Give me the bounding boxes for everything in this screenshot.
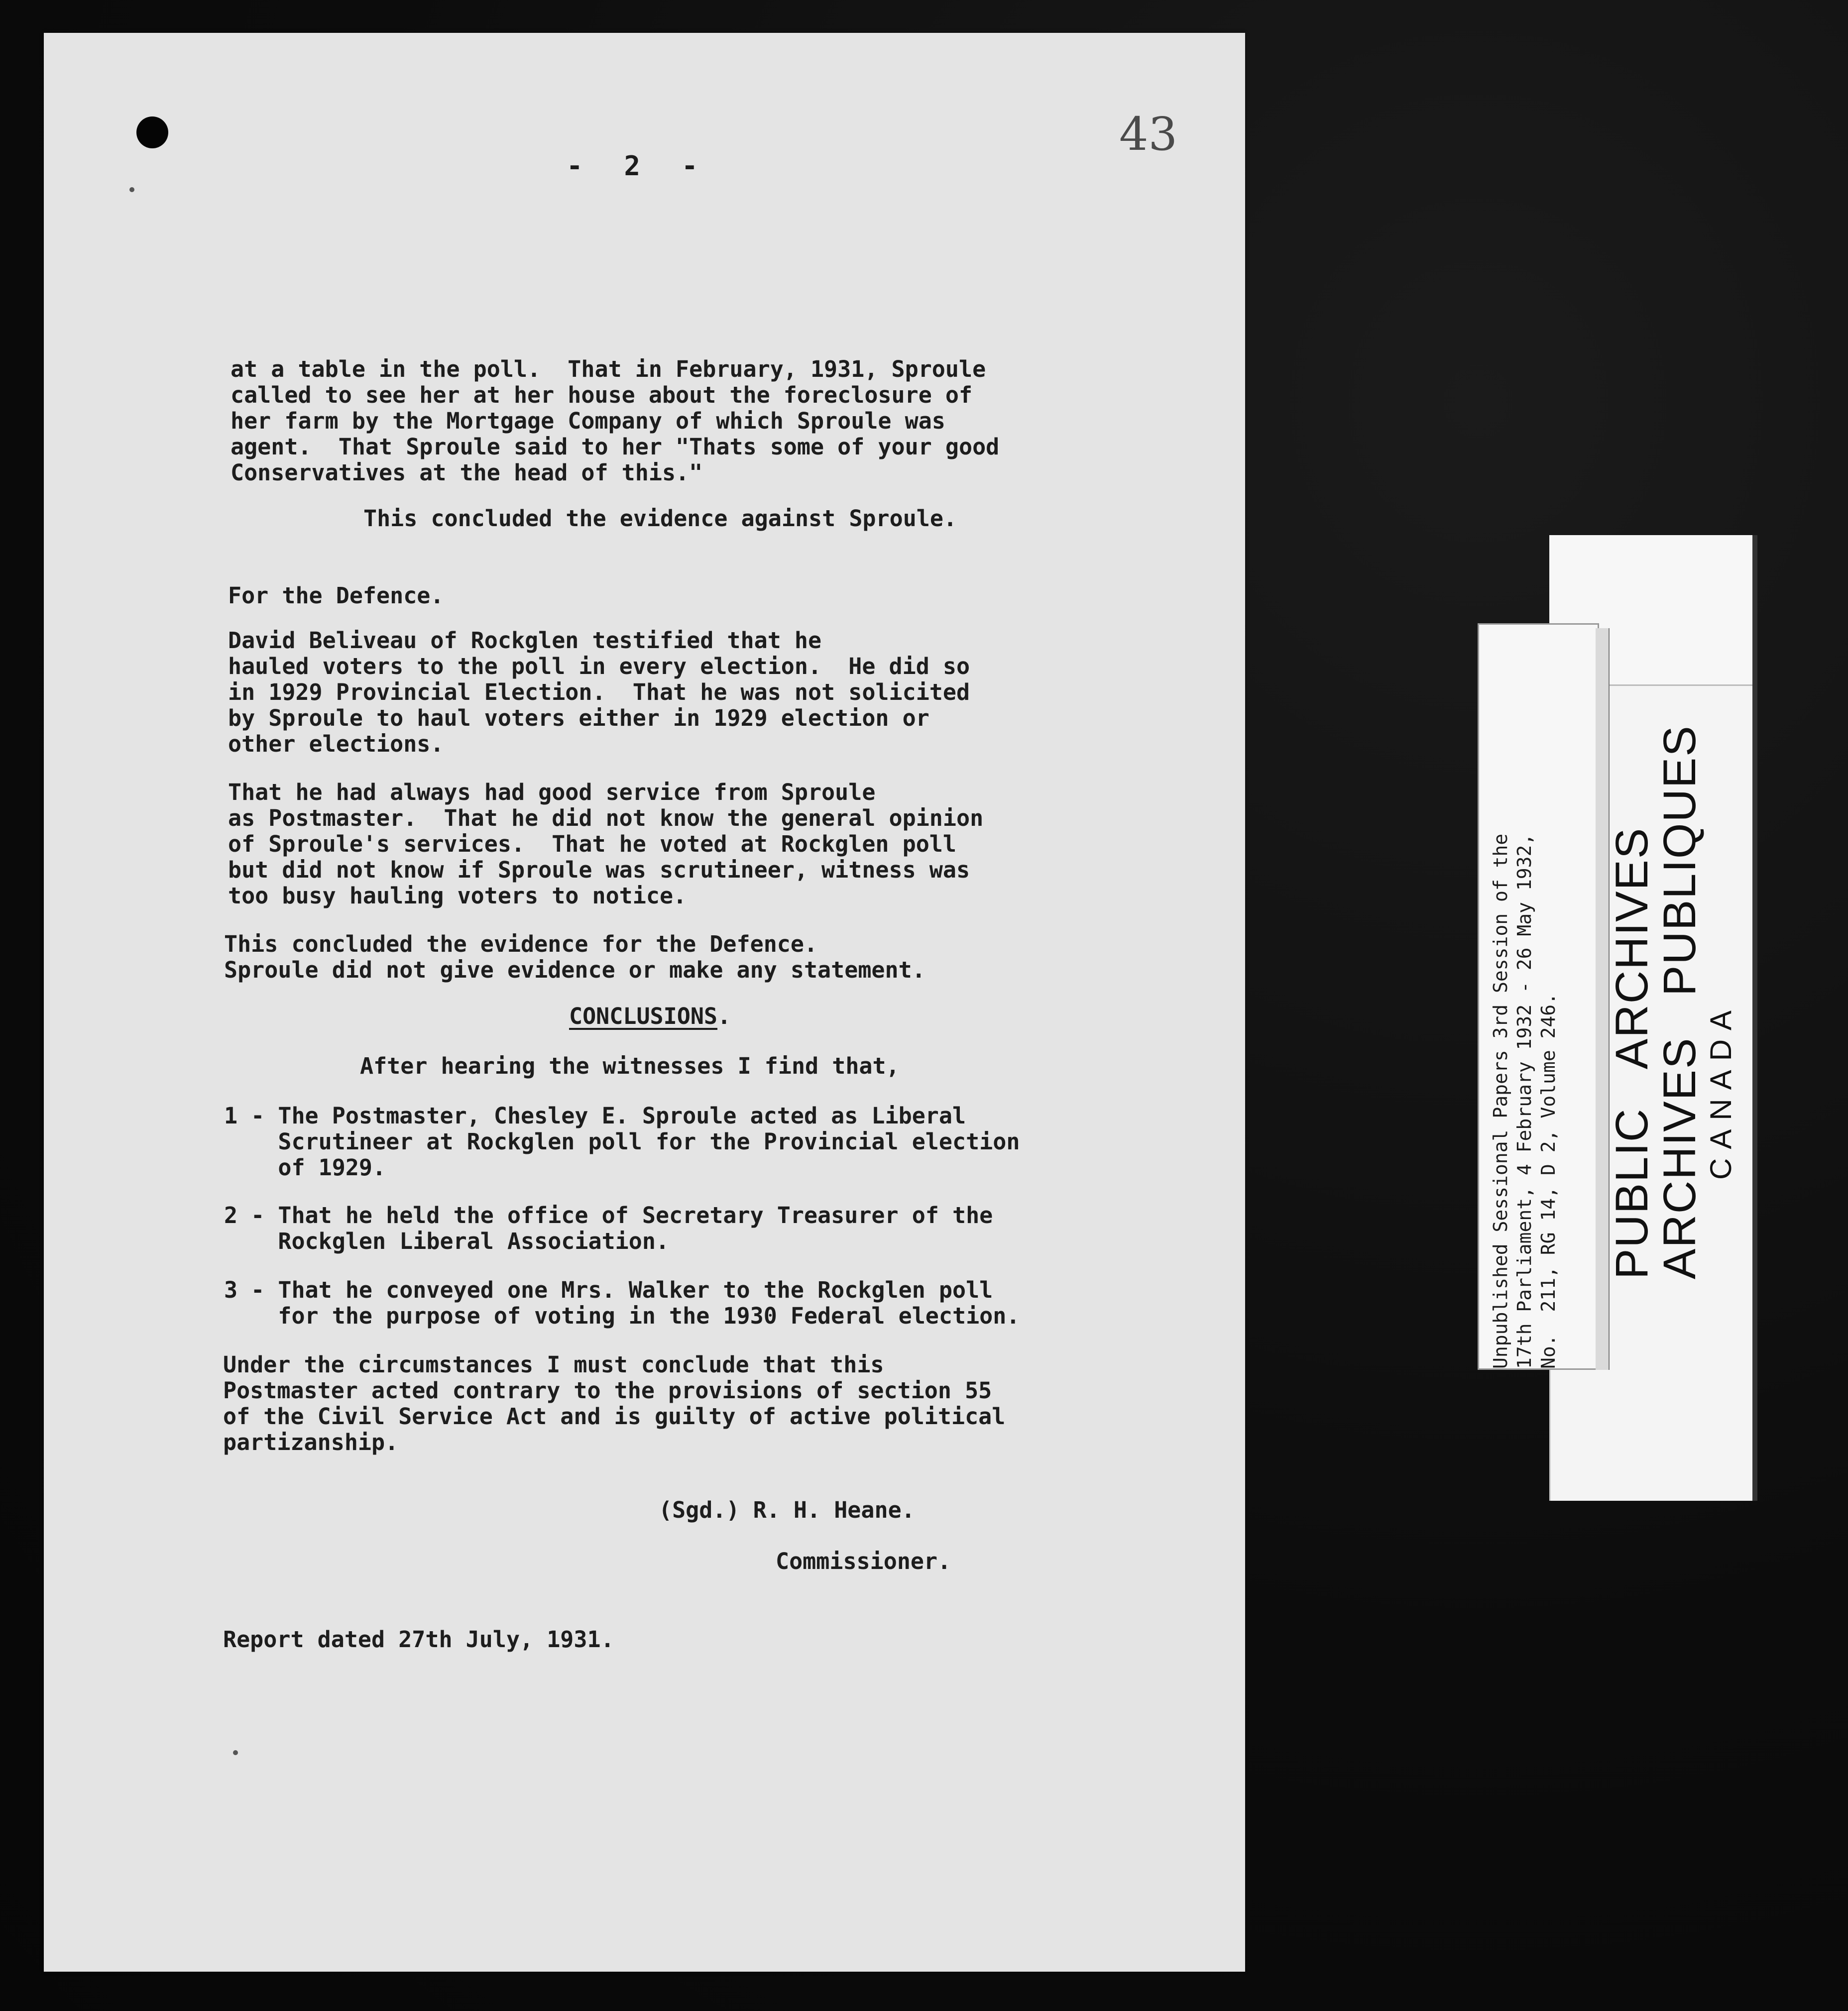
conclusions-heading-text: CONCLUSIONS [569,1003,718,1029]
paragraph-evidence-against-concluded: This concluded the evidence against Sproule. [363,505,957,532]
archive-label-card-edge [1752,535,1757,1501]
stamp-line-english: PUBLIC ARCHIVES [1607,827,1657,1279]
paragraph-defence-concluded: This concluded the evidence for the Defence. Sproule did not give evidence or make any statement. [224,931,925,983]
public-archives-stamp [1608,682,1738,1279]
conclusions-heading-period: . [717,1003,731,1029]
paragraph-findings-intro: After hearing the witnesses I find that, [360,1053,900,1079]
signature-title: Commissioner. [776,1548,951,1574]
signature-line: (Sgd.) R. H. Heane. [659,1497,915,1523]
section-heading-defence: For the Defence. [228,582,444,609]
page-number: - 2 - [567,150,701,182]
report-date: Report dated 27th July, 1931. [223,1626,614,1653]
folio-number: 43 [1119,108,1178,161]
paragraph-final-conclusion: Under the circumstances I must conclude that this Postmaster acted contrary to the provisions of section 55 of the Civil Service Act and is guilty of active political partizanship. [223,1351,1006,1455]
archive-citation-text: Unpublished Sessional Papers 3rd Session of the 17th Parliament, 4 February 1932 - 26 May 1932, No. 211, RG 14, D 2, Volume 246. [1490,833,1559,1369]
conclusions-heading [569,1004,731,1029]
finding-item-2: 2 - That he held the office of Secretary Treasurer of the Rockglen Liberal Association. [224,1202,993,1254]
ink-speck [233,1750,238,1755]
punch-hole [136,116,168,148]
ink-speck [129,187,134,192]
stamp-line-french: ARCHIVES PUBLIQUES [1654,725,1705,1279]
finding-item-1: 1 - The Postmaster, Chesley E. Sproule acted as Liberal Scrutineer at Rockglen poll for the Provincial election of 1929. [224,1103,1020,1181]
finding-item-3: 3 - That he conveyed one Mrs. Walker to the Rockglen poll for the purpose of voting in the 1930 Federal election. [224,1277,1020,1329]
stamp-line-country: CANADA [1704,1001,1737,1180]
paragraph-evidence-against: at a table in the poll. That in February, 1931, Sproule called to see her at her house about the foreclosure of her farm by the Mortgage Company of which Sproule was agent. That Sproule said to her "Thats some of your good Conservatives at the head of this." [231,356,1000,486]
paragraph-beliveau-service: That he had always had good service from Sproule as Postmaster. That he did not know the general opinion of Sproule's services. That he voted at Rockglen poll but did not know if Sproule was scrutineer, witness was too busy hauling voters to notice. [228,779,984,909]
paragraph-beliveau-testimony: David Beliveau of Rockglen testified that he hauled voters to the poll in every election. He did so in 1929 Provincial Election. That he was not solicited by Sproule to haul voters either in 1929 election or other elections. [228,627,970,757]
document-page [44,33,1245,1972]
